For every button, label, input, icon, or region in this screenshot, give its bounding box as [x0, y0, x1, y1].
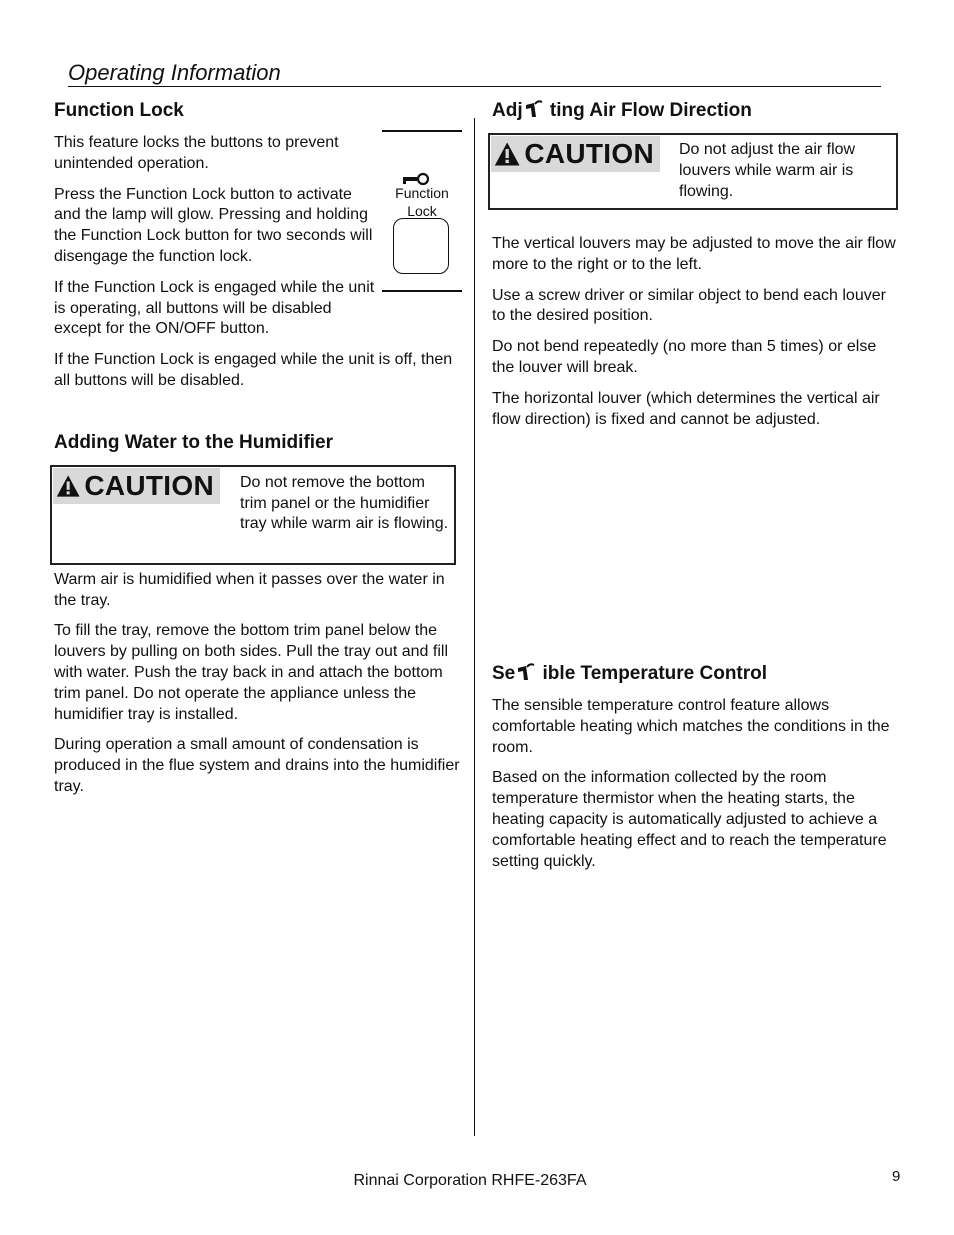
- sensible-section: [492, 661, 896, 882]
- caution-badge: [491, 136, 660, 172]
- page-title: Operating Information: [68, 60, 281, 85]
- humidifier-caution-box: [50, 465, 456, 565]
- function-lock-button: [393, 218, 449, 274]
- airflow-caution-text: Do not adjust the air flow louvers while warm air is flowing.: [679, 141, 856, 200]
- airflow-heading: [492, 98, 896, 124]
- warning-icon: [494, 139, 520, 169]
- function-lock-figure: [382, 130, 462, 293]
- function-lock-paragraph: Press the Function Lock button to activate and the lamp will glow. Pressing and holding the Function Lock button for two seconds will disengage the function lock.: [54, 185, 373, 265]
- airflow-heading-part2: ting Air Flow Direction: [544, 100, 752, 121]
- sensible-paragraph: The sensible temperature control feature allows comfortable heating which matches the conditions in the room.: [492, 697, 890, 756]
- warning-icon: [56, 471, 80, 501]
- footer-text: Rinnai Corporation RHFE-263FA: [353, 1172, 587, 1189]
- airflow-paragraph: The vertical louvers may be adjusted to move the air flow more to the right or to the left.: [492, 235, 896, 273]
- caution-word: CAUTION: [84, 469, 214, 501]
- caution-badge: [53, 468, 220, 504]
- right-column: [492, 98, 896, 870]
- scribble-icon: [524, 99, 544, 119]
- function-lock-paragraph: If the Function Lock is engaged while the unit is off, then all buttons will be disabled.: [54, 351, 453, 389]
- function-lock-label-line1: Function: [395, 185, 449, 201]
- caution-word: CAUTION: [524, 138, 654, 169]
- humidifier-caution-text: Do not remove the bottom trim panel or the humidifier tray while warm air is flowing.: [240, 473, 449, 533]
- airflow-paragraph: Do not bend repeatedly (no more than 5 times) or else the louver will break.: [492, 338, 877, 376]
- airflow-paragraph: Use a screw driver or similar object to bend each louver to the desired position.: [492, 286, 886, 325]
- sensible-heading: [492, 661, 896, 687]
- function-lock-heading: Function Lock: [54, 100, 184, 121]
- humidifier-paragraph: During operation a small amount of condensation is produced in the flue system and drains into the humidifier tray.: [54, 736, 460, 795]
- title-rule: [68, 86, 881, 87]
- humidifier-paragraph: Warm air is humidified when it passes over the water in the tray.: [54, 570, 445, 609]
- page-number: 9: [892, 1168, 901, 1185]
- sensible-heading-part1: Se: [492, 663, 516, 684]
- sensible-paragraph: Based on the information collected by the room temperature thermistor when the heating starts, the heating capacity is automatically adjusted to achieve a comfortable heating effect and to reach the temperature setting quickly.: [492, 769, 887, 870]
- function-lock-label: [382, 184, 462, 220]
- sensible-heading-part2: ible Temperature Control: [537, 663, 768, 684]
- function-lock-paragraph: This feature locks the buttons to prevent unintended operation.: [54, 134, 339, 172]
- airflow-caution-box: [488, 133, 898, 210]
- airflow-section: [492, 98, 896, 430]
- airflow-heading-part1: Adj: [492, 100, 523, 121]
- function-lock-label-line2: Lock: [407, 203, 437, 219]
- humidifier-heading: Adding Water to the Humidifier: [54, 431, 334, 453]
- figure-rule-bottom: [382, 290, 462, 292]
- function-lock-paragraph: If the Function Lock is engaged while the unit is operating, all buttons will be disabled except for the ON/OFF button.: [54, 278, 375, 338]
- figure-rule-top: [382, 130, 462, 132]
- column-divider: [474, 118, 475, 1136]
- humidifier-paragraph: To fill the tray, remove the bottom trim panel below the louvers by pulling on both sides. Pull the tray out and fill with water. Push the tray back in and attach the bottom trim panel. Do not operate the appliance unless the humidifier tray is installed.: [54, 622, 449, 723]
- left-column: [54, 98, 460, 808]
- airflow-paragraph: The horizontal louver (which determines the vertical air flow direction) is fixed and cannot be adjusted.: [492, 389, 880, 428]
- scribble-icon: [516, 662, 536, 682]
- function-lock-section: [54, 98, 460, 392]
- humidifier-section: [54, 430, 460, 798]
